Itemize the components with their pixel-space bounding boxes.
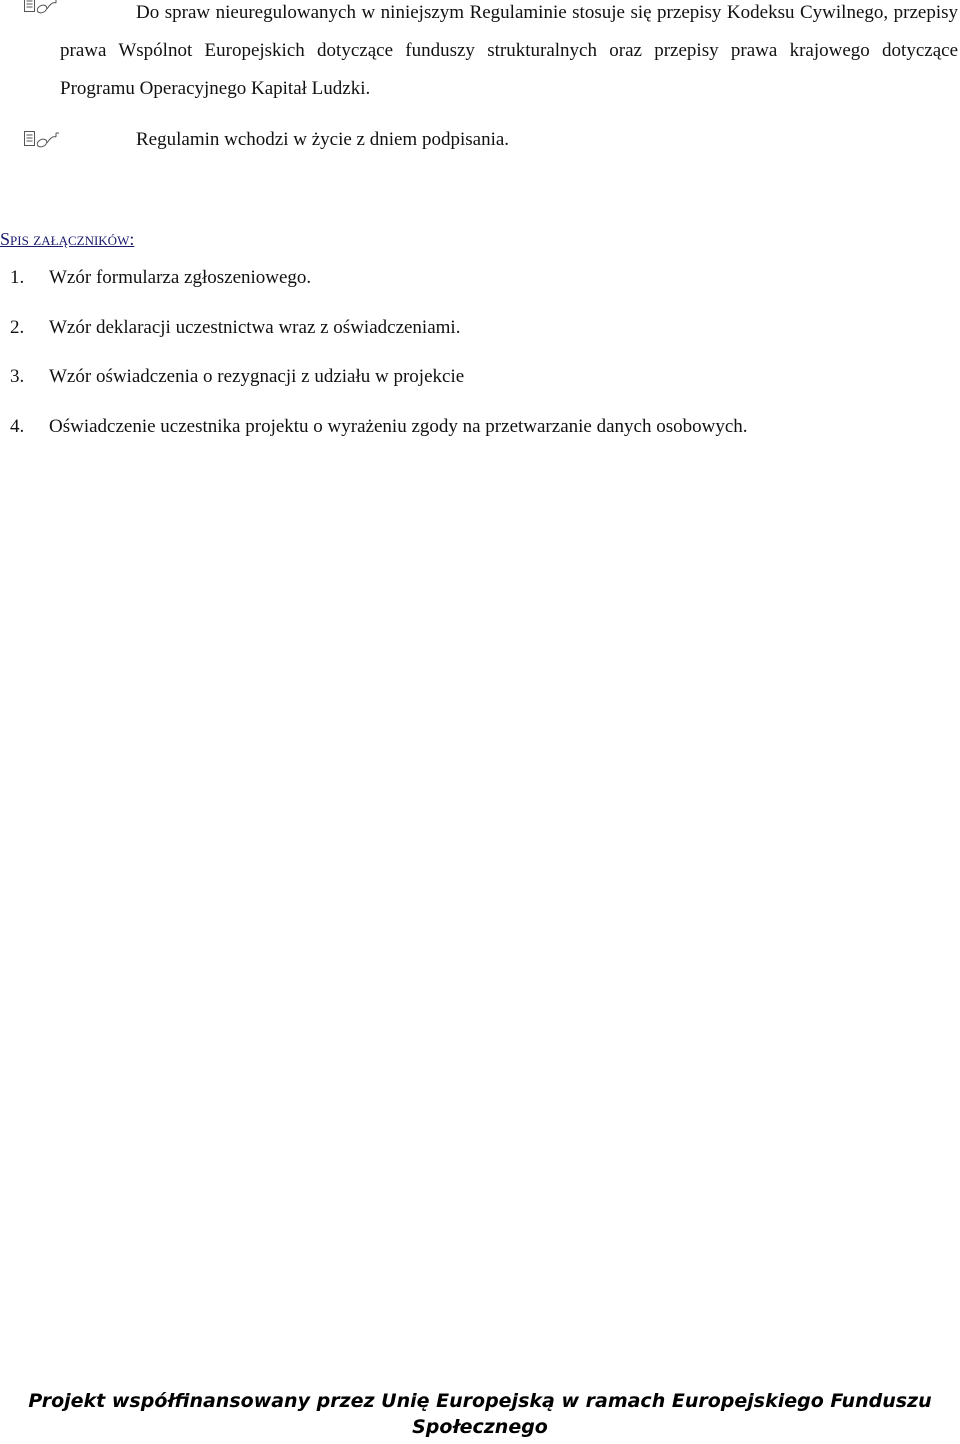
attachments-list xyxy=(0,259,748,457)
list-item-number: 1. xyxy=(10,267,25,288)
list-item-number: 4. xyxy=(10,415,25,437)
attachments-heading: Spis załączników: xyxy=(0,229,135,249)
list-item xyxy=(0,358,748,408)
page-footer xyxy=(0,1388,960,1440)
list-item-text: Wzór formularza zgłoszeniowego. xyxy=(49,267,312,288)
paragraph-text: Regulamin wchodzi w życie z dniem podpisania. xyxy=(136,129,510,150)
list-item-text: Oświadczenie uczestnika projektu o wyrażeniu zgody na przetwarzanie danych osobowych. xyxy=(49,415,748,437)
list-item-number: 2. xyxy=(10,316,25,338)
list-item-text: Wzór oświadczenia o rezygnacji z udziału w projekcie xyxy=(49,366,465,387)
footer-line-1: Projekt współfinansowany przez Unię Europejską w ramach Europejskiego Funduszu xyxy=(28,1390,932,1412)
footer-line-2: Społecznego xyxy=(412,1416,548,1438)
list-item-number: 3. xyxy=(10,366,25,387)
list-item-text: Wzór deklaracji uczestnictwa wraz z oświadczeniami. xyxy=(49,316,461,338)
paragraph-text: Do spraw nieuregulowanych w niniejszym Regulaminie stosuje się przepisy Kodeksu Cywilnego, przepisy prawa Wspólnot Europejskich dotyczące funduszy strukturalnych oraz przepisy prawa krajowego dotyczące Programu Operacyjnego Kapitał Ludzki. xyxy=(60,2,958,99)
list-item xyxy=(0,259,748,309)
list-item xyxy=(0,309,748,359)
list-item xyxy=(0,408,748,458)
